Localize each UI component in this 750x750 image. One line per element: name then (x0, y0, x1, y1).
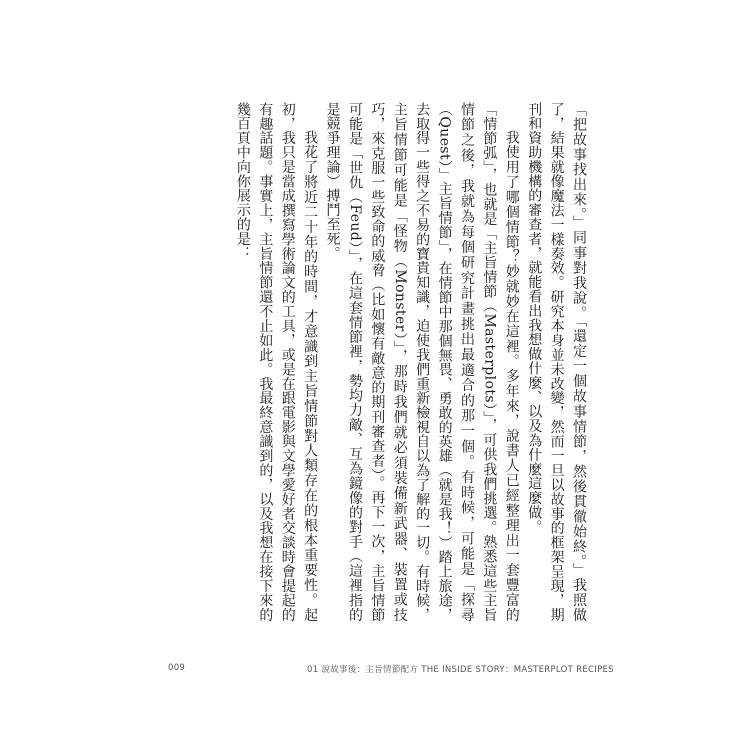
body-text (160, 102, 590, 622)
paragraph-2: 我使用了哪個情節？妙就妙在這裡。多年來，說書人已經整理出一套豐富的「情節弧」，也就是「主旨情節（Masterplots）」，可供我們挑選。熟悉這些主旨情節之後，我就為每個研究計畫挑出最適合的那一個。有時候，可能是「探尋（Quest）」主旨情節」，在情節中那個無畏、勇敢的英雄（就是我！）踏上旅途，去取得一些得之不易的寶貴知識，迫使我們重新檢視自以為了解的一切。有時候，主旨情節可能是「怪物（Monster）」，那時我們就必須裝備新武器、裝置或技巧，來克服一些致命的威脅（比如懷有敵意的期刊審查者）。再下一次，主旨情節可能是「世仇（Feud）」，在這套情節裡，勢均力敵、互為鏡像的對手（這裡指的是競爭理論）搏鬥至死。 (324, 102, 520, 622)
page-number: 009 (168, 663, 186, 673)
page-footer (0, 663, 750, 677)
paragraph-3: 我花了將近二十年的時間，才意識到主旨情節對人類存在的根本重要性。起初，我只是當成撰寫學術論文的工具，或是在跟電影與文學愛好者交談時會提起的有趣話題。事實上，主旨情節還不止如此。我最終意識到的，以及我想在接下來的幾百頁中向你展示的是： (234, 102, 319, 622)
paragraph-1: 「把故事找出來。」同事對我說。「還定一個故事情節，然後貫徹始終。」我照做了，結果就像魔法一樣奏效。研究本身並未改變，然而一旦以故事的框架呈現，期刊和資助機構的審查者，就能看出我想做什麼、以及為什麼這麼做。 (526, 102, 587, 622)
running-head: 01 說故事後：主旨情節配方 THE INSIDE STORY：MASTERPLOT RECIPES (307, 665, 614, 675)
